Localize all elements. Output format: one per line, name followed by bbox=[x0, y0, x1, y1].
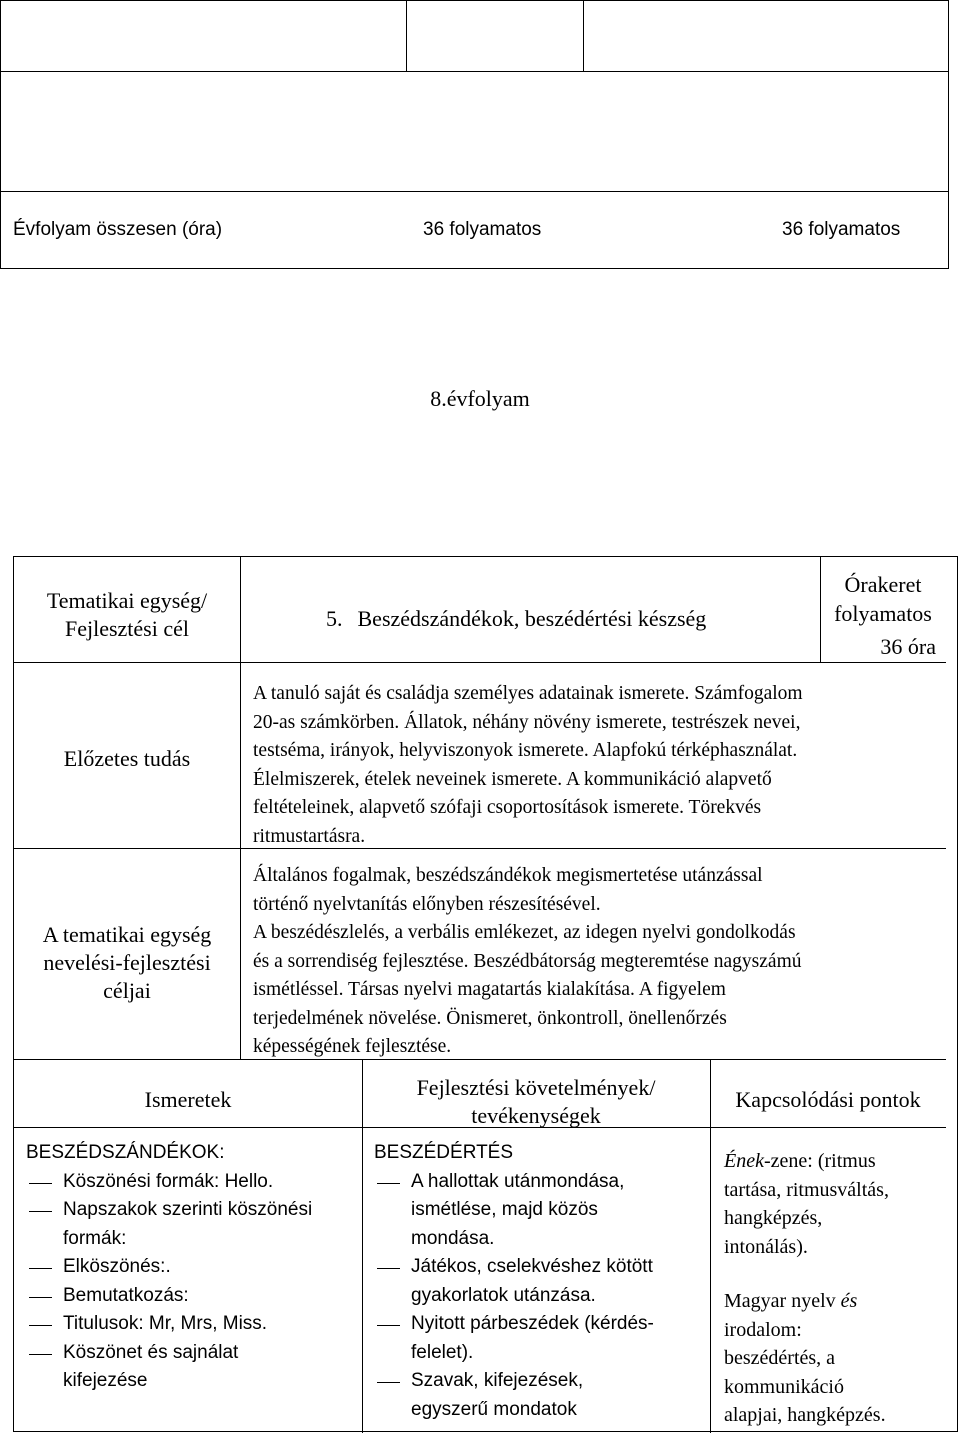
knowledge-header: Ismeretek bbox=[144, 1087, 232, 1112]
year-total-value-2: 36 folyamatos bbox=[782, 219, 901, 240]
list-item: Napszakok szerinti köszönési formák: bbox=[26, 1196, 356, 1253]
table-divider bbox=[583, 1, 584, 71]
table-divider bbox=[14, 662, 946, 663]
requirements-list bbox=[374, 1139, 708, 1424]
list-item: Játékos, cselekvéshez kötött gyakorlatok utánzása. bbox=[374, 1253, 708, 1310]
grade-heading: 8.évfolyam bbox=[430, 386, 530, 411]
list-item: Nyitott párbeszédek (kérdés- felelet). bbox=[374, 1310, 708, 1367]
hours-label: Órakeret bbox=[844, 572, 922, 597]
table-divider bbox=[1, 71, 948, 72]
goals-text: Általános fogalmak, beszédszándékok megismertetése utánzással történő nyelvtanítás előnyben részesítésével. A beszédészlelés, a verbális emlékezet, az idegen nyelvi gondolkodás és a sorrendiség fejlesztése. Beszédbátorság megteremtése nagyszámú ismétléssel. Társas nyelvi magatartás kialakítása. A figyelem terjedelmének növelése. Önismeret, önkontroll, önellenőrzés képességének fejlesztése. bbox=[253, 865, 802, 1057]
connections-block-music: Ének-zene: (ritmus tartása, ritmusváltás, hangképzés, intonálás). bbox=[724, 1150, 889, 1258]
prior-knowledge-label: Előzetes tudás bbox=[63, 746, 191, 771]
goals-label: A tematikai egység nevelési-fejlesztési céljai bbox=[42, 922, 212, 1003]
table-divider bbox=[406, 1, 407, 71]
top-table bbox=[0, 0, 949, 269]
year-total-label: Évfolyam összesen (óra) bbox=[13, 219, 223, 240]
table-divider bbox=[710, 1059, 711, 1433]
hours-value: 36 óra bbox=[880, 634, 936, 659]
list-item: Köszönési formák: Hello. bbox=[26, 1168, 356, 1197]
knowledge-heading: BESZÉDSZÁNDÉKOK: bbox=[26, 1142, 225, 1163]
subject-music: Ének bbox=[724, 1150, 764, 1172]
list-item: Köszönet és sajnálat kifejezése bbox=[26, 1339, 356, 1396]
table-divider bbox=[1, 191, 948, 192]
hours-cell bbox=[820, 570, 946, 661]
requirements-header: Fejlesztési követelmények/ tevékenységek bbox=[416, 1075, 656, 1128]
curriculum-table bbox=[13, 556, 958, 1432]
hours-type: folyamatos bbox=[834, 601, 932, 626]
list-item: Elköszönés:. bbox=[26, 1253, 356, 1282]
list-item: Bemutatkozás: bbox=[26, 1282, 356, 1311]
prior-knowledge-text: A tanuló saját és családja személyes adatainak ismerete. Számfogalom 20-as számkörben. Állatok, néhány növény ismerete, testrészek nevei, testséma, irányok, helyviszonyok ismerete. Alapfokú térképhasználat. Élelmiszerek, ételek neveinek ismerete. A kommunikáció alapvető feltételeinek, alapvető szófaji csoportosítások ismerete. Törekvés ritmustartásra. bbox=[253, 683, 803, 847]
table-divider bbox=[240, 557, 241, 1059]
list-item: Titulusok: Mr, Mrs, Miss. bbox=[26, 1310, 356, 1339]
list-item: Szavak, kifejezések, egyszerű mondatok bbox=[374, 1367, 708, 1424]
unit-label: Tematikai egység/ Fejlesztési cél bbox=[46, 588, 208, 641]
list-item: A hallottak utánmondása, ismétlése, majd közös mondása. bbox=[374, 1168, 708, 1254]
year-total-value-1: 36 folyamatos bbox=[423, 219, 542, 240]
connections-header: Kapcsolódási pontok bbox=[735, 1087, 921, 1112]
unit-title: 5. Beszédszándékok, beszédértési készség bbox=[326, 606, 707, 631]
connections-block-literature: Magyar nyelv és irodalom: beszédértés, a kommunikáció alapjai, hangképzés. bbox=[724, 1290, 886, 1426]
requirements-heading: BESZÉDÉRTÉS bbox=[374, 1142, 514, 1163]
knowledge-list bbox=[26, 1139, 356, 1396]
